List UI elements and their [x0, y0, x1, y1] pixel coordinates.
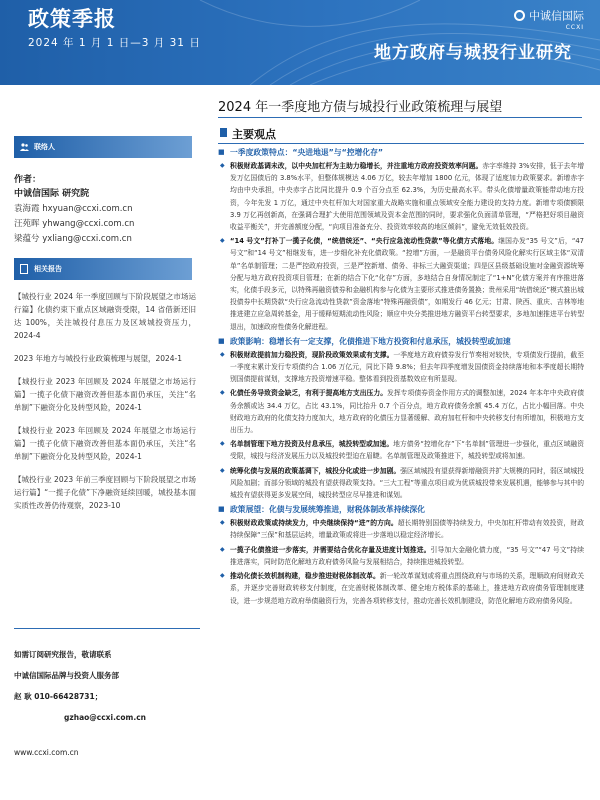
bullet-paragraph [218, 517, 584, 541]
bullet-icon: ◆ [220, 572, 225, 580]
website-link[interactable]: www.ccxi.com.cn [14, 748, 79, 757]
related-report-item[interactable]: 【城投行业 2023 年前三季度回顾与下阶段展望之市场运行篇】“一揽子化债”下净融资延续回暖，城投基本面实质性改善仍待观察，2023-10 [14, 475, 196, 510]
paragraph-body: 超长期特别国债等持续发力，中央加杠杆带动有效投资，财政持续保障“三保”和基层运转，增量政策或将进一步落地以稳定经济增长。 [230, 519, 585, 540]
key-points-divider [218, 143, 584, 144]
section-heading-text: 政策影响：稳增长有一定支撑，化债推进下地方投资和付息承压，城投转型或加速 [230, 336, 511, 346]
paragraph-body: 赤字率维持 3%安排，低于去年增发万亿国债后的 3.8%水平，但整体规模达 4.06 万亿，较去年增加 1800 亿元，体现了适度加力政策要求。新增赤字均由中央承担，中央赤字占比同比提升 0.9 个百分点至 62.3%，为历史最高水平。带头化债增量政策能带动地方投资，今年先发 1 万亿，通过中央杠杆加大对国家重大战略实施和重点领域安全能力建设的支持力度。新增专项债额限 3.9 万亿再创新高，在强调合理扩大使用范围领域及资本金范围的同时，要求强化负面清单管理，“严格把好项目融资收益平衡关”，并完善额度分配，“向项目准备充分、投资效率较高的地区倾斜”，避免无效低效投资。 [230, 162, 584, 232]
report-date: 2024 年 1 月 1 日—3 月 31 日 [28, 37, 201, 49]
related-report-item[interactable]: 2023 年地方与城投行业政策梳理与展望，2024-1 [14, 354, 183, 363]
paragraph-body: 引导加大金融化债力度，“35 号文”“47 号文”持续推进落实，同时防范化解地方政府债务风险与发展相结合，持续推进城投转型。 [230, 545, 585, 566]
paragraph-body: 继国办发“35 号文”后，“47 号文”和“14 号文”相继发布，进一步细化补充化债政策。“控增”方面，一是融资平台债务风险化解实行区域主体“双清单”名单制管理；二是严控政府投资，三是严控新增、债务、非标三大融资渠道；四是区县级基础设施对金融资源统筹分配与地方政府投资项目管理；在新的结合下化“化存”方面，多地结合自身情况制定了“1+N”化债方案并有序推进落实，化债手段多元，以特殊再融资债券和金融机构参与化债为主要形式推进债务置换；贵州采用“统借统还”模式推出城投债券中长期贷款“央行应急流动性贷款”资金落地“特殊再融资债”，如期发行 46 亿元；甘肃、陕西、重庆、吉林等地推进建立应急周转基金，用于缓释短期流动性风险；顺应中央分类推进地方融资平台转型要求，多地加速推进平台转型退出，加速政府性债务化解进程。 [230, 237, 584, 331]
document-title: 2024 年一季度地方债与城投行业政策梳理与展望 [218, 100, 503, 115]
section-marker-icon: ■ [218, 148, 225, 156]
report-type: 政策季报 [28, 7, 116, 31]
bullet-icon: ◆ [220, 350, 225, 358]
section-marker-icon: ■ [218, 505, 225, 514]
author-line: 汪苑晖 yhwang@ccxi.com.cn [14, 219, 135, 229]
paragraph-body: 强区域城投有望获得新增融资并扩大规模的同时，弱区域城投风险加剧；而部分领域的城投有望获得政策支持。“三大工程”等重点项目或为优质城投带来发展机遇，能够参与其中的城投有望获得更多发展空间，城投转型应尽早推进和谋划。 [230, 466, 585, 500]
bullet-paragraph [218, 465, 584, 502]
paragraph-lead: 积极财政政策或持续发力，中央继续保持“进”的方向。 [230, 519, 398, 528]
paragraph-lead: 统筹化债与发展的政策基调下，城投分化或进一步加剧。 [230, 466, 401, 475]
related-report-item[interactable]: 【城投行业 2023 年回顾及 2024 年展望之市场运行篇】一揽子化债下融资改善但基本面仍承压，关注“名单制”下融资分化及转型风险，2024-1 [14, 377, 196, 412]
bullet-paragraph [218, 349, 584, 386]
section-heading [218, 504, 584, 515]
contacts-header-label: 联络人 [34, 143, 55, 151]
people-icon [20, 143, 29, 151]
paragraph-lead: 化债任务导致资金缺乏，有利于提高地方支出压力。 [230, 389, 388, 398]
title-divider [218, 117, 582, 118]
bullet-paragraph [218, 387, 584, 436]
subscription-contact [14, 639, 200, 757]
contact-line: 中诚信国际品牌与投资人服务部 [14, 671, 119, 680]
bullet-icon: ◆ [220, 545, 225, 553]
bullet-paragraph [218, 544, 584, 568]
logo-text-en: CCXI [565, 24, 584, 31]
logo-text-cn: 中诚信国际 [529, 9, 584, 23]
author-label: 作者： [14, 175, 42, 185]
contact-line: 赵 耿 010-66428731； [14, 692, 103, 701]
contacts-header [14, 136, 192, 158]
author-line: 袁海霞 hxyuan@ccxi.com.cn [14, 204, 133, 214]
report-header [0, 0, 600, 85]
bullet-paragraph [218, 160, 584, 233]
sidebar [14, 130, 204, 790]
paragraph-body: 一季度地方政府债券发行节奏相对较快，专项债发行提前，截至一季度末累计发行专项债约合 1.06 万亿元，同比下降 9.8%；但去年四季度增发国债资金持续落地和本季度超长期特别国债提前谋划，支撑地方投资增速平稳。整体看到投资基数效应有所显现。 [230, 350, 585, 384]
bullet-icon: ◆ [220, 237, 225, 245]
document-icon [20, 264, 28, 274]
paragraph-lead: 一揽子化债推进一步落实，并需要结合优化存量及进度计划推进。 [230, 545, 431, 554]
bullet-icon: ◆ [220, 519, 225, 527]
bullet-icon: ◆ [220, 389, 225, 397]
section-heading-text: 一季度政策特点：“央进地退”与“控增化存” [230, 148, 384, 157]
key-points-heading [218, 126, 584, 140]
section-heading [218, 147, 584, 158]
paragraph-lead: 积极财政提前加力稳投资，现阶段政策效果或有支撑。 [230, 350, 394, 359]
paragraph-body: 发挥专项债券资金作用方式的调整加速，2024 年本年中央政府债务余额或达 34.4 万亿，占比 43.1%，同比抬升 0.7 个百分点，地方政府债务余额 45.4 万亿，占比小幅回落。中央财政地方政府的化债支持力度加大，地方政府的化债压力显著缓解、政府加杠杆和中央转移支付有所增加，积极地方支出压力。 [230, 389, 584, 435]
paragraph-lead: 推动化债长效机制构建，稳步推进财税体制改革。 [230, 572, 380, 581]
author-line: 梁蕴兮 yxliang@ccxi.com.cn [14, 234, 132, 244]
key-points-label: 主要观点 [232, 128, 276, 141]
bullet-icon: ◆ [220, 440, 225, 448]
main-content [218, 124, 584, 607]
bullet-icon: ◆ [220, 466, 225, 474]
section-marker-icon: ■ [218, 336, 225, 345]
bullet-paragraph [218, 438, 584, 462]
paragraph-lead: 积极财政基调未改，以中央加杠杆为主助力稳增长，并注重地方政府投资效率问题。 [230, 162, 483, 170]
section-heading-text: 政策展望：化债与发展统筹推进，财税体制改革持续深化 [230, 505, 425, 515]
logo-mark-icon [514, 10, 525, 21]
related-reports-list [14, 290, 204, 512]
related-reports-header-label: 相关报告 [34, 265, 62, 273]
paragraph-lead: “14 号文”打补丁一揽子化债，“统借统还”、“央行应急流动性贷款”等化债方式落地。 [230, 237, 499, 246]
contact-line: 如需订阅研究报告，敬请联系 [14, 650, 112, 659]
paragraph-body: 地方债务“控增化存”下“名单制”管理进一步强化，重点区域融资受限，城投与经济发展压力以及城投转型迫在眉睫。名单制管理及政策推进下，城投转型或将加速。 [230, 440, 584, 461]
bullet-icon: ◆ [220, 162, 225, 169]
related-reports-header [14, 258, 192, 280]
research-team: 中诚信国际 研究院 [14, 189, 90, 199]
related-report-item[interactable]: 【城投行业 2023 年回顾及 2024 年展望之市场运行篇】一揽子化债下融资改善但基本面仍承压，关注“名单制”下融资分化及转型风险，2024-1 [14, 426, 196, 461]
bullet-paragraph [218, 235, 584, 333]
section-heading [218, 336, 584, 347]
paragraph-lead: 名单制管理下地方投资及付息承压，城投转型或加速。 [230, 440, 394, 449]
bullet-paragraph [218, 570, 584, 607]
related-report-item[interactable]: 【城投行业 2024 年一季度回顾与下阶段展望之市场运行篇】化债约束下重点区域融资受限，14 省借新还旧达 100%，关注城投付息压力及区域城投资压力，2024-4 [14, 292, 196, 340]
company-logo [514, 5, 584, 31]
paragraph-body: 新一轮改革谋划或将重点围绕政府与市场的关系，理顺政府间财政关系，并逐步完善财政转移支付制度，在完善财税体制改革、健全地方税体系的基础上，推进地方政府债务管理制度建设，进一步规范地方政府举债融资行为，完善各项转移支付，推动完善长效机制建设，防范化解地方政府债务风险。 [230, 572, 585, 605]
contact-email[interactable]: gzhao@ccxi.com.cn [64, 713, 146, 722]
industry-title: 地方政府与城投行业研究 [374, 43, 572, 63]
sidebar-divider [14, 628, 200, 629]
